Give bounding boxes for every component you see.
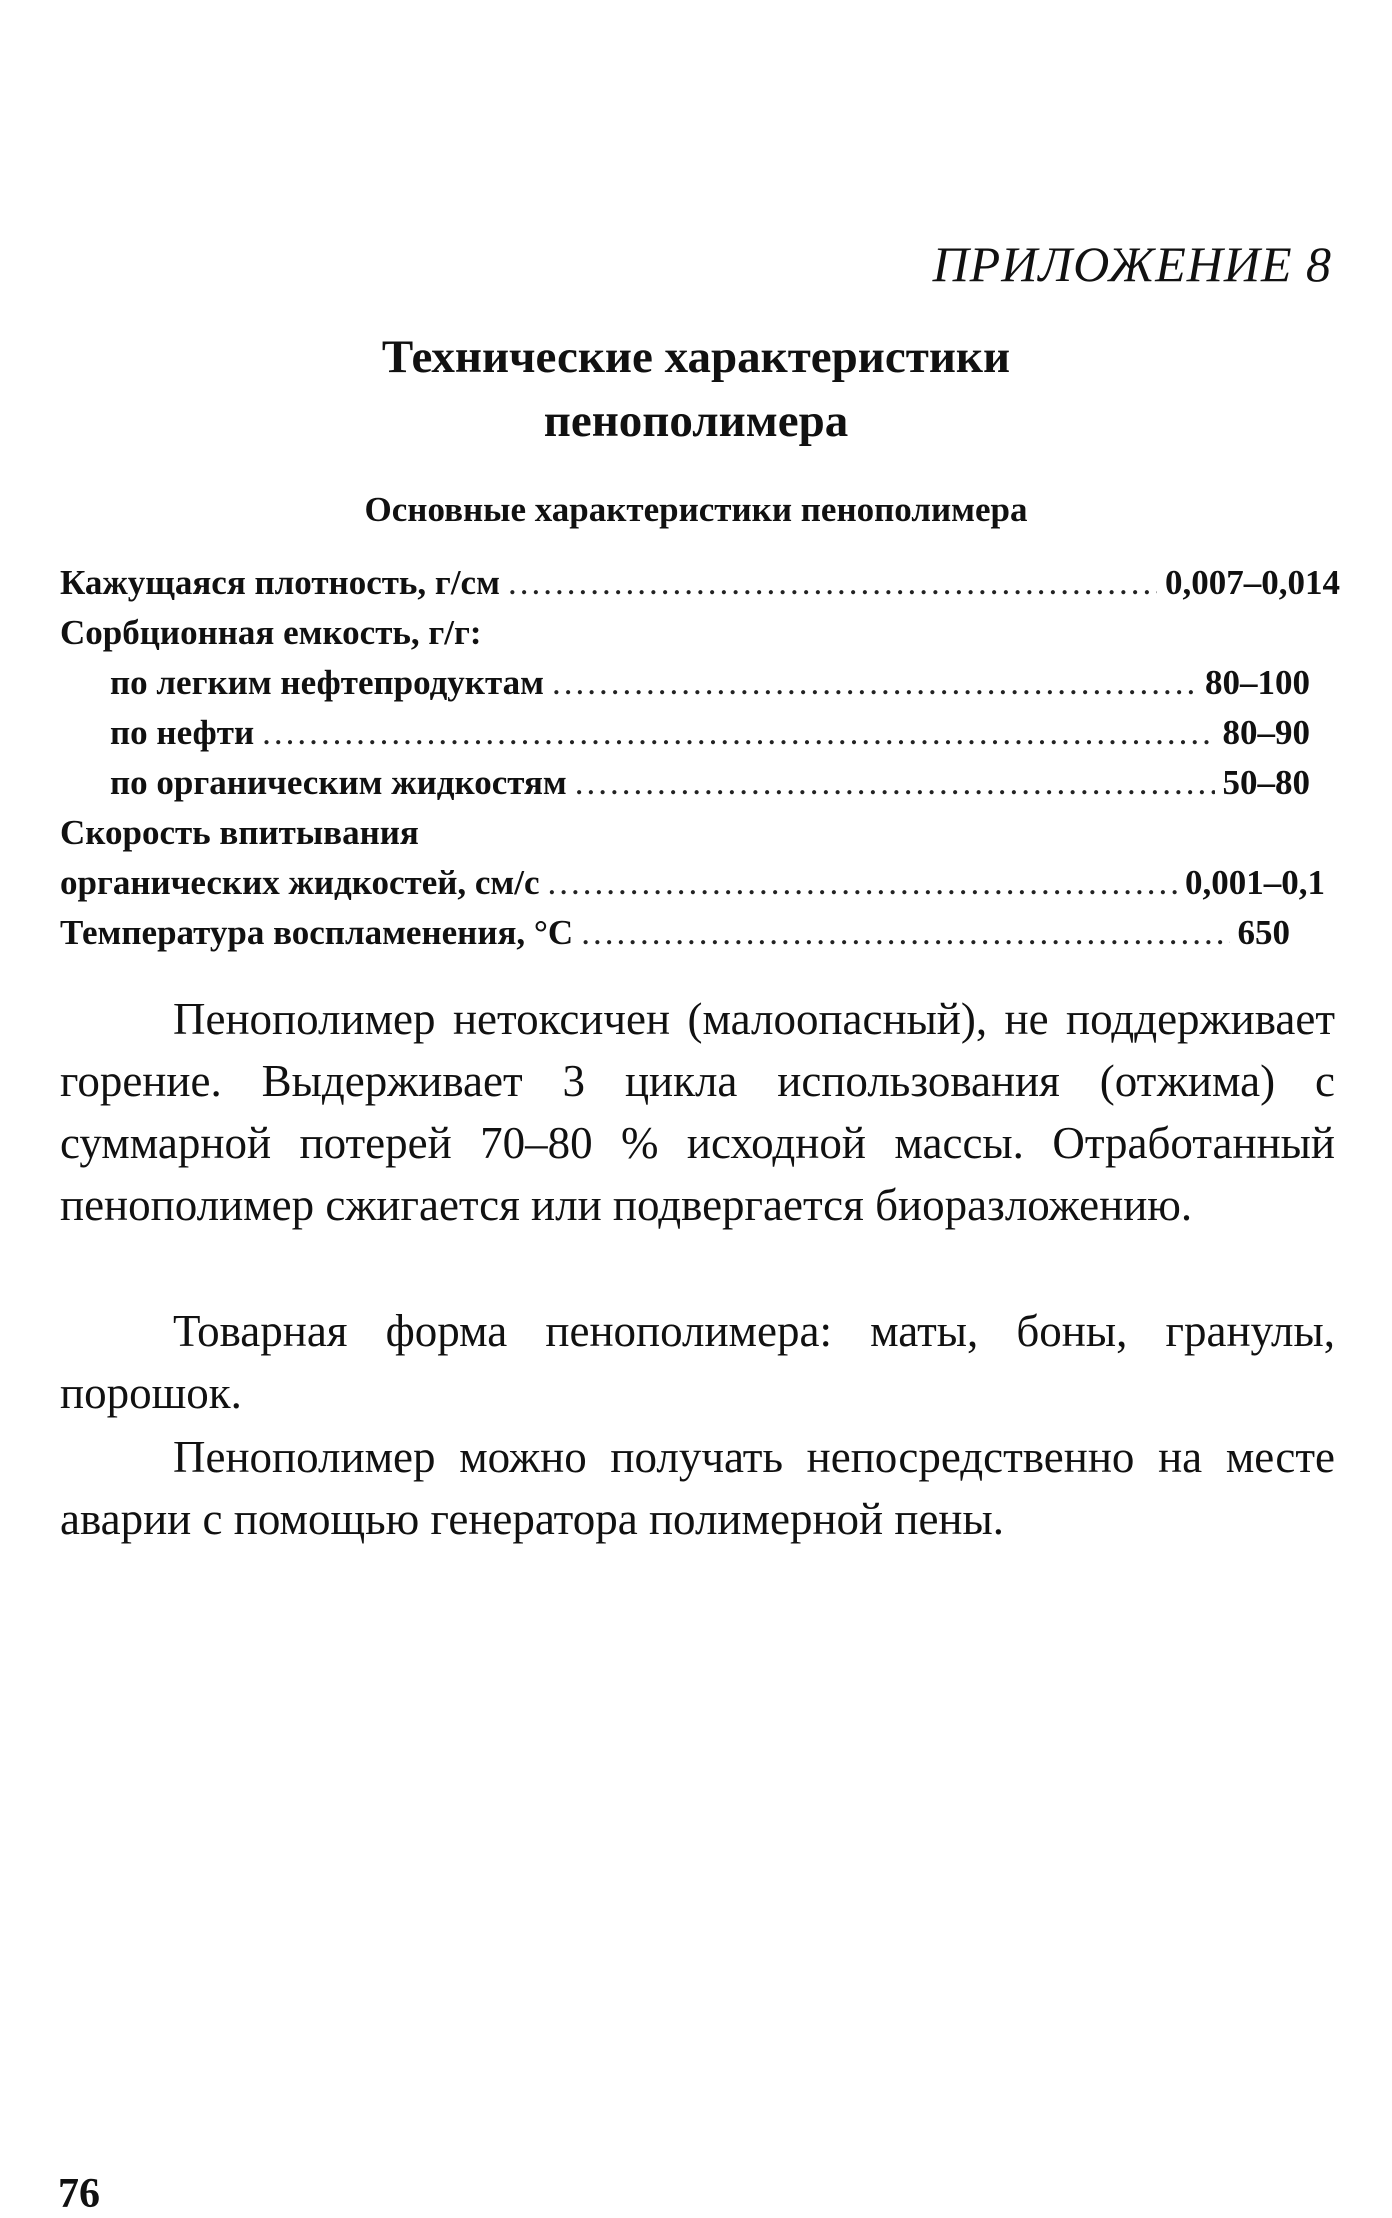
- body-paragraph: Товарная форма пенополимера: маты, боны, гранулы, порошок.: [60, 1306, 1335, 1418]
- spec-value: 650: [1237, 913, 1290, 952]
- page-title: [0, 325, 1392, 453]
- spec-value: 50–80: [1222, 763, 1310, 802]
- page-title-line2: пенополимера: [543, 395, 849, 447]
- specs-list: [60, 558, 1340, 958]
- page-number: 76: [58, 2171, 100, 2217]
- body-paragraph: Пенополимер нетоксичен (малоопасный), не поддерживает горение. Выдерживает 3 цикла использования (отжима) с суммарной потерей 70–80 % исходной массы. Отработанный пенополимер сжигается или подвергается биоразложению.: [60, 994, 1335, 1230]
- spec-heading-absorption: Скорость впитывания: [60, 813, 419, 852]
- spec-value: 80–100: [1205, 663, 1310, 702]
- dot-leader: [548, 858, 1177, 908]
- appendix-label: ПРИЛОЖЕНИЕ 8: [932, 236, 1332, 292]
- spec-row-density: [60, 558, 1340, 608]
- spec-label: Кажущаяся плотность, г/см: [60, 563, 500, 602]
- spec-row-oil: [60, 708, 1340, 758]
- spec-heading-sorption: Сорбционная емкость, г/г:: [60, 613, 482, 652]
- spec-label: по нефти: [110, 713, 255, 752]
- spec-label: Температура воспламенения, °С: [60, 913, 574, 952]
- spec-row-light-oil: [60, 658, 1340, 708]
- dot-leader: [575, 758, 1215, 808]
- dot-leader: [581, 908, 1229, 958]
- spec-row-ignition: [60, 908, 1340, 958]
- dot-leader: [262, 708, 1214, 758]
- spec-label: по органическим жидкостям: [110, 763, 567, 802]
- body-paragraph: Пенополимер можно получать непосредственно на месте аварии с помощью генератора полимерной пены.: [60, 1432, 1335, 1544]
- section-subtitle: Основные характеристики пенополимера: [364, 490, 1028, 529]
- spec-row-organic: [60, 758, 1340, 808]
- dot-leader: [508, 558, 1157, 608]
- spec-label: по легким нефтепродуктам: [110, 663, 544, 702]
- spec-label: органических жидкостей, см/с: [60, 863, 540, 902]
- spec-value: 0,007–0,014: [1165, 563, 1340, 602]
- spec-value: 80–90: [1222, 713, 1310, 752]
- spec-row-absorption: [60, 858, 1340, 908]
- spec-value: 0,001–0,1: [1185, 863, 1325, 902]
- dot-leader: [552, 658, 1197, 708]
- page-title-line1: Технические характеристики: [381, 331, 1011, 383]
